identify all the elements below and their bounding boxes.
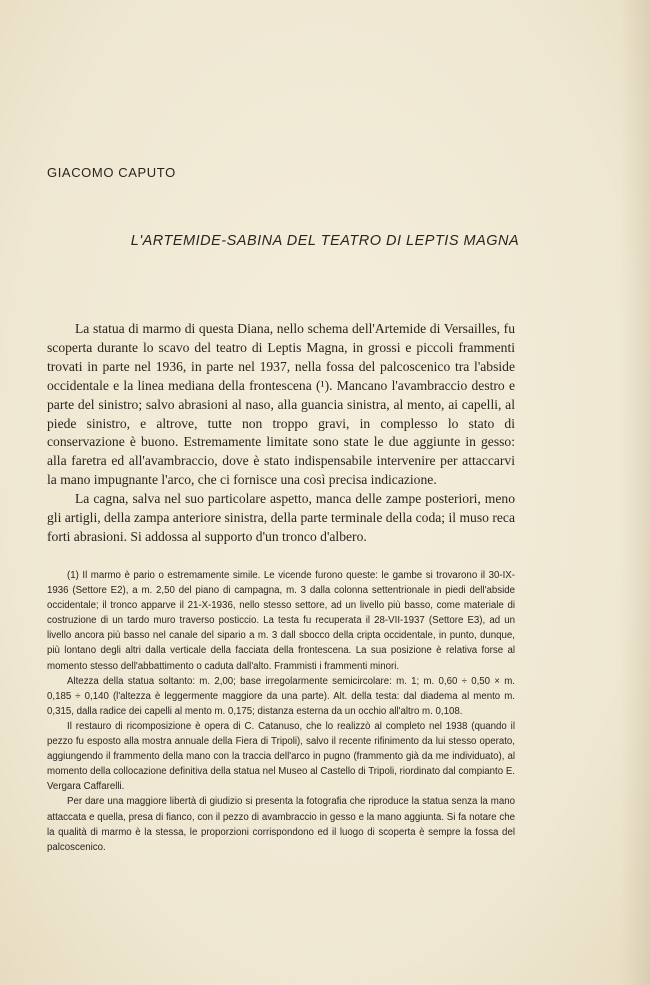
- body-paragraph: La statua di marmo di questa Diana, nello schema dell'Artemide di Versailles, fu scoperta durante lo scavo del teatro di Leptis Magna, in grossi e piccoli frammenti trovati in parte nel 1936, in parte nel 1937, nella fossa del palcoscenico tra l'abside occidentale e la linea mediana della frontescena (¹). Mancano l'avambraccio destro e parte del sinistro; salvo abrasioni al naso, alla guancia sinistra, al mento, ai capelli, al piede sinistro, e altrove, tutte non troppo gravi, in complesso lo stato di conservazione è buono. Estremamente limitate sono state le due aggiunte in gesso: alla faretra ed all'avambraccio, dove è stato indispensabile intervenire per attaccarvi la mano impugnante l'arco, che ci fornisce una così precisa indicazione.: [47, 321, 515, 488]
- footnote-paragraph: (1) Il marmo è pario o estremamente simile. Le vicende furono queste: le gambe si trovarono il 30-IX-1936 (Settore E2), a m. 2,50 del piano di campagna, m. 3 dalla colonna settentrionale in piedi dell'abside occidentale; il tronco apparve il 21-X-1936, nello stesso settore, ad un livello più basso, come materiale di costruzione di un tardo muro traverso posticcio. La testa fu recuperata il 28-VII-1937 (Settore E3), ad un livello ancora più basso nel canale del sipario a m. 3 dall sbocco della cripta occidentale, in punto, dunque, più lontano degli altri dalla verticale della facciata della frontescena. La sua posizione è relativa forse al momento stesso dell'abbattimento o caduta dall'alto. Frammisti i frammenti minori.: [47, 570, 515, 672]
- footnote-paragraph: Per dare una maggiore libertà di giudizio si presenta la fotografia che riproduce la statua senza la mano attaccata e quella, presa di fianco, con il pezzo di avambraccio in gesso e la mano aggiunta. Si fa notare che la qualità di marmo è la stessa, le proporzioni corrispondono ed il luogo di scoperta è sempre la fossa del palcoscenico.: [47, 796, 515, 853]
- body-paragraph: La cagna, salva nel suo particolare aspetto, manca delle zampe posteriori, meno gli artigli, della zampa anteriore sinistra, della parte terminale della coda; il muso reca forti abrasioni. Si addossa al supporto d'un tronco d'albero.: [47, 491, 515, 544]
- footnotes: [47, 568, 515, 855]
- author-name: GIACOMO CAPUTO: [47, 165, 176, 180]
- page-edge-shadow: [620, 0, 650, 985]
- footnote-paragraph: Il restauro di ricomposizione è opera di C. Catanuso, che lo realizzò al completo nel 1938 (quando il pezzo fu esposto alla mostra annuale della Fiera di Tripoli), salvo il recente rifinimento da lui stesso operato, aggiungendo il frammento della mano con la traccia dell'arco in pugno (frammento già da me individuato), al momento della collocazione definitiva della statua nel Museo al Castello di Tripoli, riordinato dal compianto E. Vergara Caffarelli.: [47, 720, 515, 793]
- main-text: [47, 320, 515, 547]
- footnote-paragraph: Altezza della statua soltanto: m. 2,00; base irregolarmente semicircolare: m. 1; m. 0,60 ÷ 0,50 × m. 0,185 ÷ 0,140 (l'altezza è leggermente maggiore da una parte). Alt. della testa: dal diadema al mento m. 0,315, dalla radice dei capelli al mento m. 0,175; distanza esterna da un occhio all'altro m. 0,108.: [47, 675, 515, 717]
- article-title: L'ARTEMIDE-SABINA DEL TEATRO DI LEPTIS MAGNA: [130, 233, 520, 249]
